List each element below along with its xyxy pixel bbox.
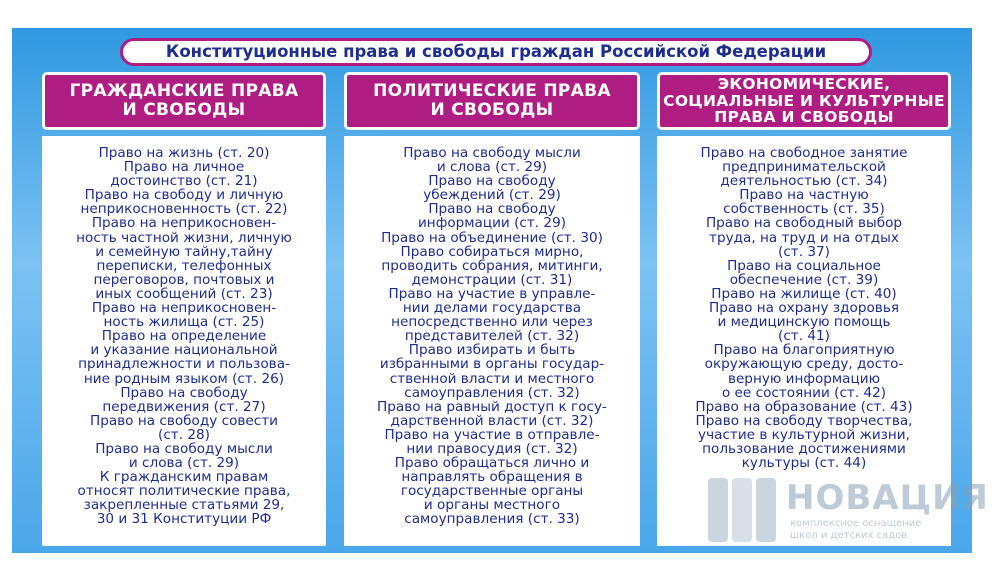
list-item: Право на жилище (ст. 40) (711, 285, 897, 302)
list-item: Право на свободу убеждений (ст. 29) (423, 173, 561, 204)
list-item: К гражданским правам относят политические права, закрепленные статьями 29, 30 и 31 Конституции РФ (77, 469, 291, 528)
list-item: Право на свободу и личную неприкосновенность (ст. 22) (80, 187, 288, 218)
list-item: Право обращаться лично и направлять обращения в государственные органы и органы местного самоуправления (ст. 33) (394, 455, 590, 528)
heading-economic (657, 72, 951, 130)
list-item: Право на свободу совести (ст. 28) (89, 412, 279, 443)
list-item: Право на неприкосновен- ность частной жизни, личную и семейную тайну,тайну переписки, телефонных переговоров, почтовых и иных сообщений (ст. 23) (76, 215, 292, 302)
list-item: Право на свободу мысли и слова (ст. 29) (403, 145, 581, 176)
list-item: Право на жизнь (ст. 20) (98, 145, 270, 161)
list-item: Право на свободу творчества, участие в культурной жизни, пользование достижениями культуры (ст. 44) (695, 412, 913, 472)
list-item: Право на свободу передвижения (ст. 27) (102, 384, 266, 415)
heading-economic-text: ЭКОНОМИЧЕСКИЕ, СОЦИАЛЬНЫЕ И КУЛЬТУРНЫЕ ПРАВА И СВОБОДЫ (663, 75, 945, 127)
list-item: Право избирать и быть избранными в органы государ- ственной власти и местного самоуправления (ст. 32) (379, 342, 605, 401)
heading-political (344, 72, 640, 130)
watermark-word: НОВАЦИЯ (786, 478, 989, 518)
list-item: Право на равный доступ к госу- дарственной власти (ст. 32) (377, 398, 607, 429)
heading-civil (42, 72, 326, 130)
list-item: Право на образование (ст. 43) (695, 398, 913, 415)
list-item: Право на частную собственность (ст. 35) (723, 187, 885, 218)
poster-title: Конституционные права и свободы граждан Российской Федерации (120, 38, 872, 66)
heading-political-text: ПОЛИТИЧЕСКИЕ ПРАВА И СВОБОДЫ (373, 81, 611, 120)
watermark-subtitle: комплексное оснащение школ и детских садов (790, 518, 922, 541)
list-item: Право собираться мирно, проводить собрания, митинги, демонстрации (ст. 31) (381, 243, 603, 288)
list-item: Право на свободное занятие предпринимательской деятельностью (ст. 34) (700, 145, 908, 190)
list-item: Право на охрану здоровья и медицинскую помощь (ст. 41) (708, 300, 900, 345)
list-item: Право на социальное обеспечение (ст. 39) (727, 257, 881, 288)
list-item: Право на свободу информации (ст. 29) (417, 201, 567, 232)
novatsiya-logo-icon (706, 474, 778, 546)
list-item: Право на неприкосновен- ность жилища (ст. 25) (91, 300, 277, 331)
column-civil (42, 136, 326, 546)
list-item: Право на благоприятную окружающую среду, досто- верную информацию о ее состоянии (ст. 42) (704, 342, 904, 401)
list-item: Право на объединение (ст. 30) (381, 229, 603, 246)
list-item: Право на участие в отправле- нии правосудия (ст. 32) (384, 426, 600, 457)
column-political (344, 136, 640, 546)
list-item: Право на определение и указание национальной принадлежности и пользова- ние родным языком (ст. 26) (78, 328, 290, 387)
watermark (706, 474, 996, 546)
list-item: Право на личное достоинство (ст. 21) (110, 159, 258, 190)
list-item: Право на свободу мысли и слова (ст. 29) (95, 440, 273, 472)
list-item: Право на участие в управле- нии делами государства непосредственно или через представителей (ст. 32) (388, 285, 596, 345)
list-item: Право на свободный выбор труда, на труд и на отдых (ст. 37) (705, 215, 903, 260)
heading-civil-text: ГРАЖДАНСКИЕ ПРАВА И СВОБОДЫ (69, 81, 299, 120)
